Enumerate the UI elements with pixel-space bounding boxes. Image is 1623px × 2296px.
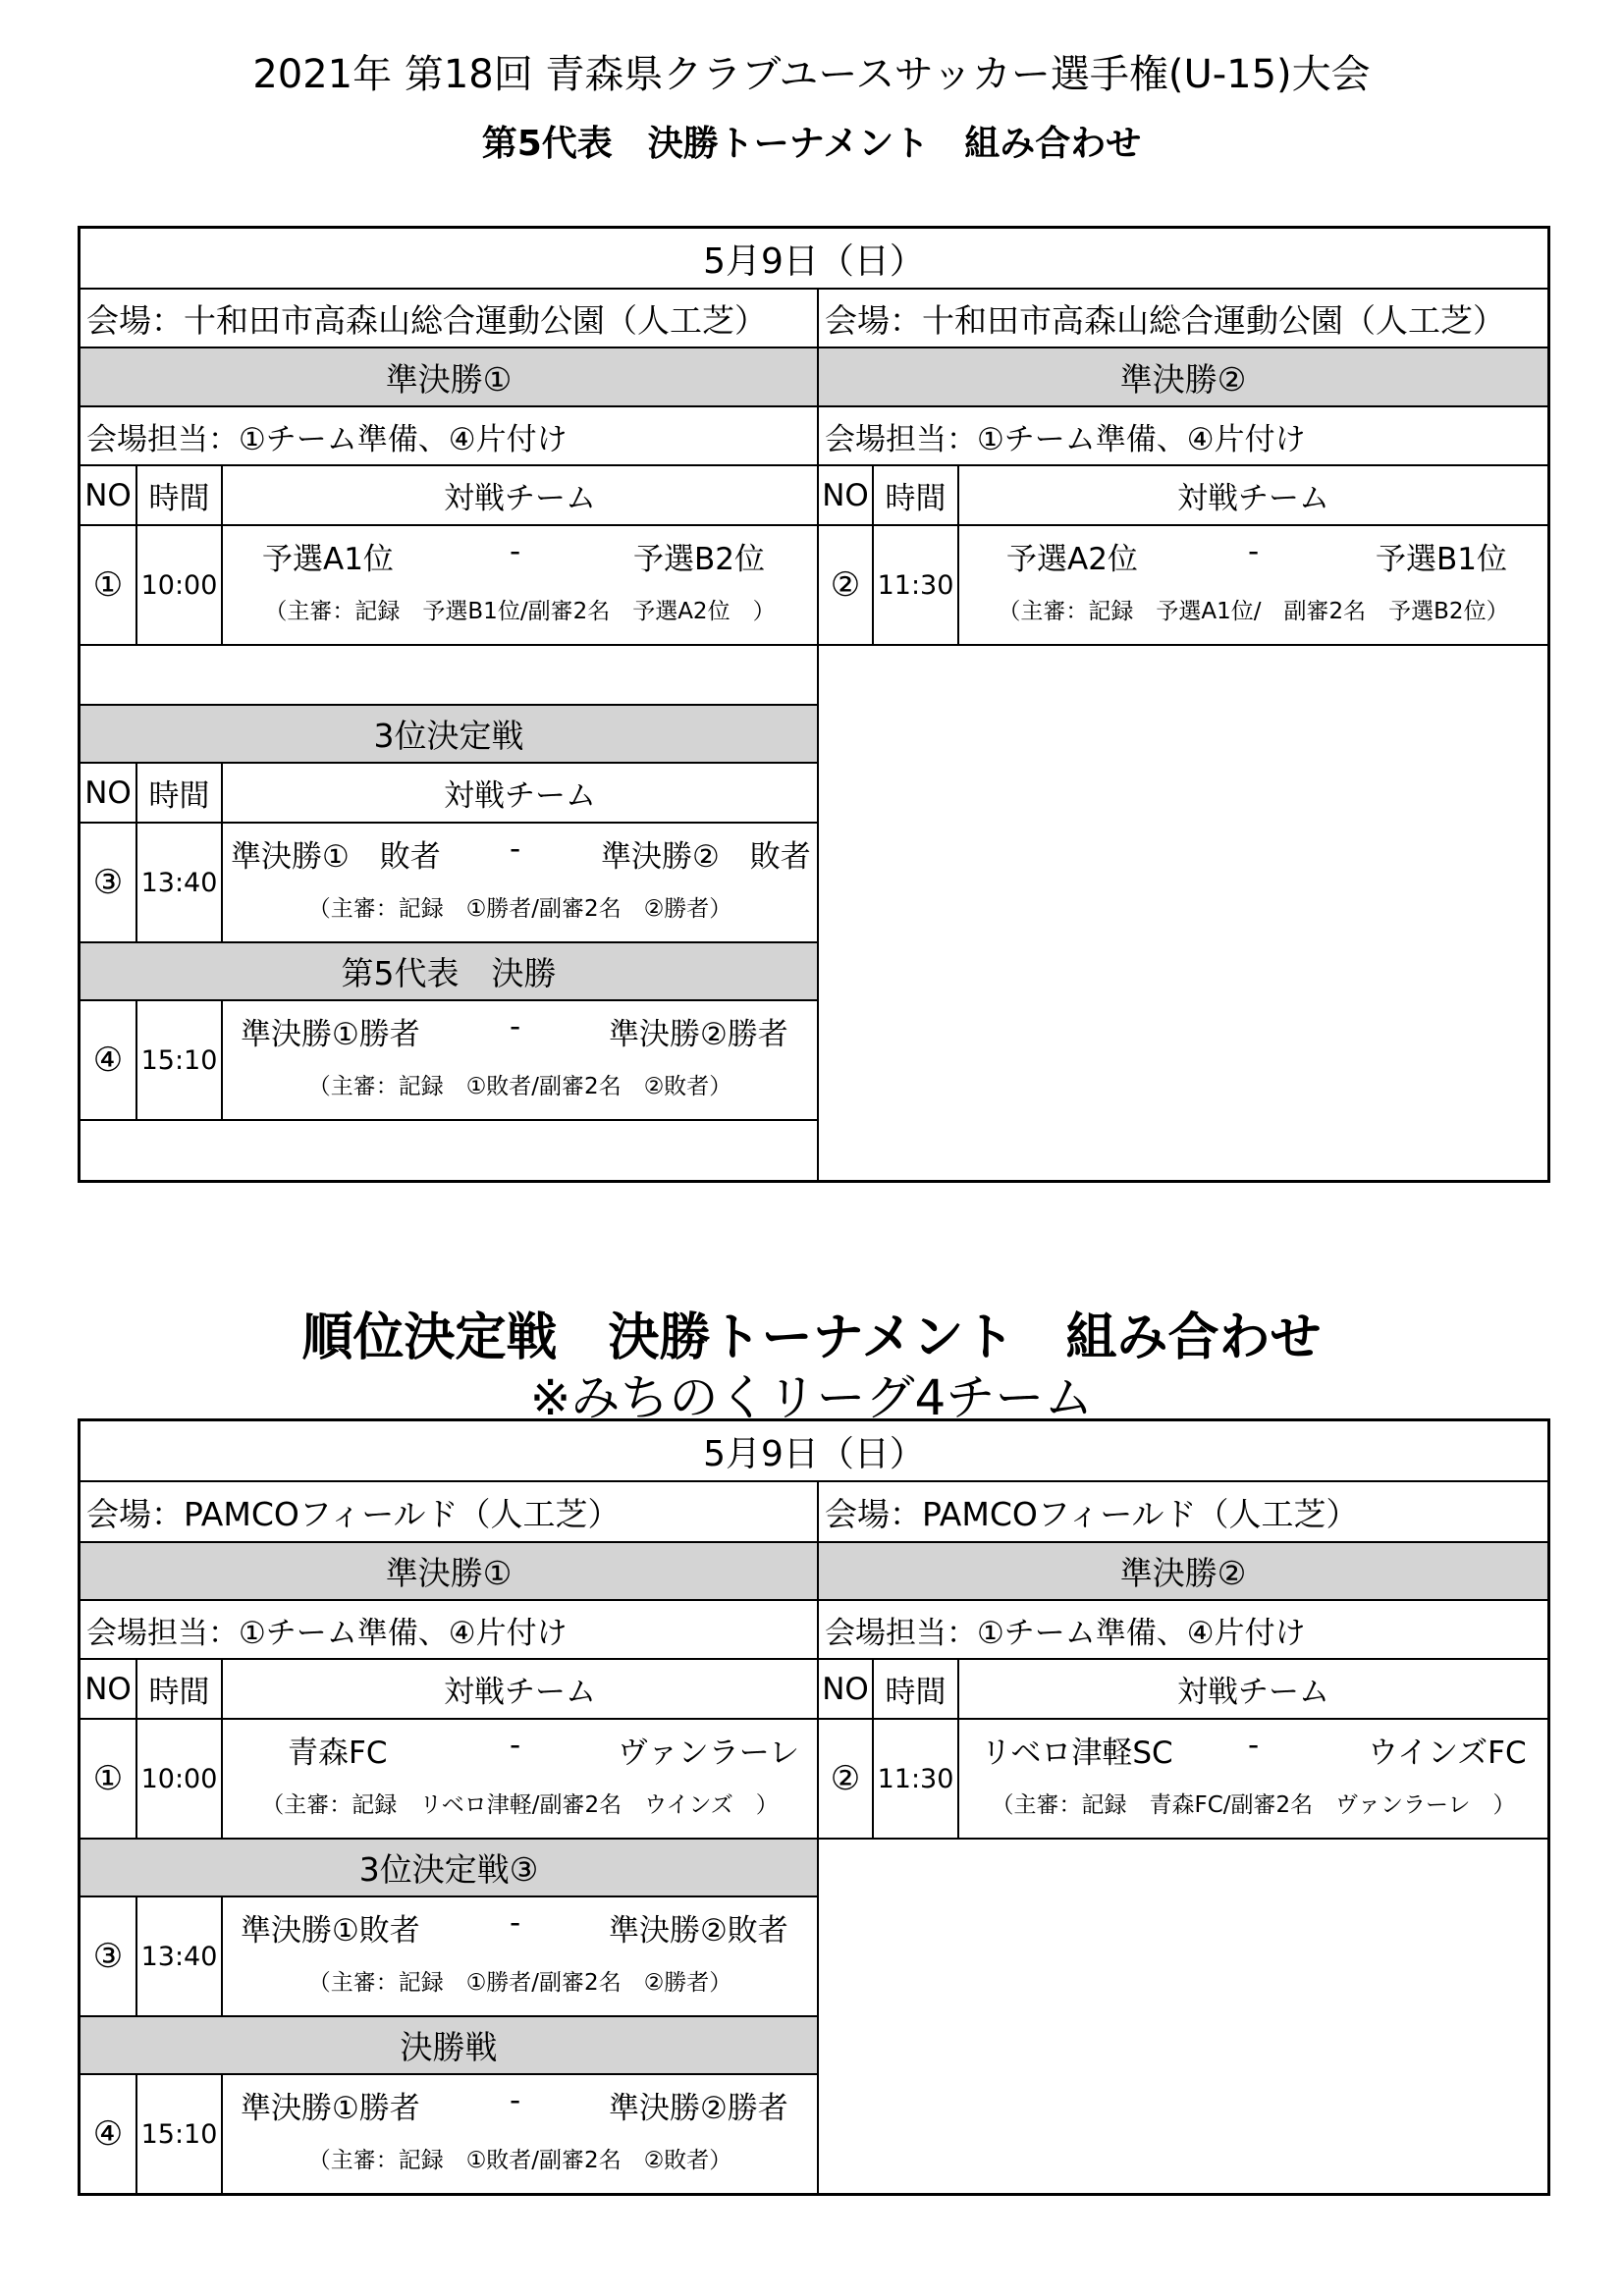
header-time: 時間 — [135, 464, 221, 524]
match-teams — [221, 524, 817, 644]
kickoff-time: 10:00 — [135, 524, 221, 644]
match-number: ② — [817, 1718, 872, 1838]
away-team: 予選B2位 — [633, 542, 765, 577]
home-team: 予選A2位 — [1006, 542, 1138, 577]
referee-assignment: （主審：記録 リベロ津軽/副審2名 ウインズ ） — [261, 1792, 779, 1818]
match-teams — [221, 2073, 817, 2193]
header-teams: 対戦チーム — [957, 1658, 1547, 1718]
away-team: 予選B1位 — [1376, 542, 1507, 577]
home-team: 準決勝① 敗者 — [231, 839, 441, 875]
header-no: NO — [81, 1658, 135, 1718]
kickoff-time: 11:30 — [872, 1718, 957, 1838]
match-teams — [221, 999, 817, 1119]
kickoff-time: 10:00 — [135, 1718, 221, 1838]
match-teams — [221, 1718, 817, 1838]
venue-duty-left: 会場担当：①チーム準備、④片付け — [81, 405, 817, 464]
referee-assignment: （主審：記録 ①勝者/副審2名 ②勝者） — [307, 896, 732, 922]
home-team: 青森FC — [288, 1735, 388, 1771]
vs-separator: - — [510, 1728, 521, 1763]
document-subtitle: 第5代表 決勝トーナメント 組み合わせ — [481, 124, 1142, 164]
match-number: ③ — [81, 1896, 135, 2015]
kickoff-time: 13:40 — [135, 822, 221, 941]
kickoff-time: 15:10 — [135, 999, 221, 1119]
vs-separator: - — [510, 831, 521, 867]
round-semifinal-1: 準決勝① — [81, 347, 817, 405]
referee-assignment: （主審：記録 ①勝者/副審2名 ②勝者） — [307, 1970, 732, 1996]
match-teams — [221, 1896, 817, 2015]
match-teams — [221, 822, 817, 941]
header-time: 時間 — [872, 1658, 957, 1718]
header-time: 時間 — [872, 464, 957, 524]
vs-separator: - — [1248, 534, 1260, 569]
venue-right: 会場：PAMCOフィールド（人工芝） — [817, 1480, 1547, 1541]
section-title: 順位決定戦 決勝トーナメント 組み合わせ — [301, 1308, 1322, 1367]
away-team: 準決勝②敗者 — [609, 1913, 788, 1949]
tournament-table-5th-rep — [78, 226, 1550, 1183]
match-number: ① — [81, 524, 135, 644]
header-time: 時間 — [135, 1658, 221, 1718]
header-teams: 対戦チーム — [221, 464, 817, 524]
round-final: 第5代表 決勝 — [81, 941, 817, 999]
away-team: ヴァンラーレ — [618, 1735, 800, 1771]
venue-left: 会場：PAMCOフィールド（人工芝） — [81, 1480, 817, 1541]
blank-row — [81, 1119, 817, 1180]
home-team: 予選A1位 — [262, 542, 394, 577]
header-no: NO — [817, 1658, 872, 1718]
venue-right: 会場：十和田市高森山総合運動公園（人工芝） — [817, 288, 1547, 347]
section-note: ※みちのくリーグ4チーム — [529, 1369, 1094, 1426]
home-team: 準決勝①勝者 — [241, 1017, 420, 1052]
referee-assignment: （主審：記録 予選B1位/副審2名 予選A2位 ） — [264, 599, 776, 624]
venue-duty-right: 会場担当：①チーム準備、④片付け — [817, 405, 1547, 464]
header-no: NO — [817, 464, 872, 524]
blank-area — [817, 1838, 1547, 2193]
round-third-place: 3位決定戦 — [81, 704, 817, 762]
round-semifinal-2: 準決勝② — [817, 1541, 1547, 1599]
venue-duty-left: 会場担当：①チーム準備、④片付け — [81, 1599, 817, 1658]
match-number: ② — [817, 524, 872, 644]
away-team: ウインズFC — [1368, 1735, 1527, 1771]
match-date: 5月9日（日） — [703, 1433, 925, 1474]
header-teams: 対戦チーム — [221, 1658, 817, 1718]
match-number: ④ — [81, 2073, 135, 2193]
match-teams — [957, 524, 1547, 644]
vs-separator: - — [510, 2083, 521, 2118]
round-semifinal-1: 準決勝① — [81, 1541, 817, 1599]
venue-duty-right: 会場担当：①チーム準備、④片付け — [817, 1599, 1547, 1658]
away-team: 準決勝② 敗者 — [601, 839, 811, 875]
header-teams: 対戦チーム — [221, 762, 817, 822]
away-team: 準決勝②勝者 — [609, 2091, 788, 2126]
header-teams: 対戦チーム — [957, 464, 1547, 524]
blank-area — [817, 644, 1547, 1180]
match-teams — [957, 1718, 1547, 1838]
round-third-place: 3位決定戦③ — [81, 1838, 817, 1896]
referee-assignment: （主審：記録 青森FC/副審2名 ヴァンラーレ ） — [991, 1792, 1516, 1818]
match-date: 5月9日（日） — [703, 240, 925, 282]
venue-left: 会場：十和田市高森山総合運動公園（人工芝） — [81, 288, 817, 347]
kickoff-time: 15:10 — [135, 2073, 221, 2193]
referee-assignment: （主審：記録 ①敗者/副審2名 ②敗者） — [307, 2148, 732, 2173]
referee-assignment: （主審：記録 予選A1位/ 副審2名 予選B2位） — [998, 599, 1509, 624]
match-number: ④ — [81, 999, 135, 1119]
header-no: NO — [81, 464, 135, 524]
home-team: リベロ津軽SC — [981, 1735, 1173, 1771]
away-team: 準決勝②勝者 — [609, 1017, 788, 1052]
vs-separator: - — [510, 1009, 521, 1044]
match-number: ① — [81, 1718, 135, 1838]
round-final: 決勝戦 — [81, 2015, 817, 2073]
header-no: NO — [81, 762, 135, 822]
vs-separator: - — [1248, 1728, 1260, 1763]
kickoff-time: 11:30 — [872, 524, 957, 644]
home-team: 準決勝①勝者 — [241, 2091, 420, 2126]
blank-row — [81, 644, 817, 704]
home-team: 準決勝①敗者 — [241, 1913, 420, 1949]
header-time: 時間 — [135, 762, 221, 822]
referee-assignment: （主審：記録 ①敗者/副審2名 ②敗者） — [307, 1074, 732, 1099]
match-number: ③ — [81, 822, 135, 941]
tournament-table-placement — [78, 1418, 1550, 2196]
kickoff-time: 13:40 — [135, 1896, 221, 2015]
vs-separator: - — [510, 534, 521, 569]
vs-separator: - — [510, 1905, 521, 1941]
round-semifinal-2: 準決勝② — [817, 347, 1547, 405]
document-title: 2021年 第18回 青森県クラブユースサッカー選手権(U-15)大会 — [252, 52, 1371, 97]
